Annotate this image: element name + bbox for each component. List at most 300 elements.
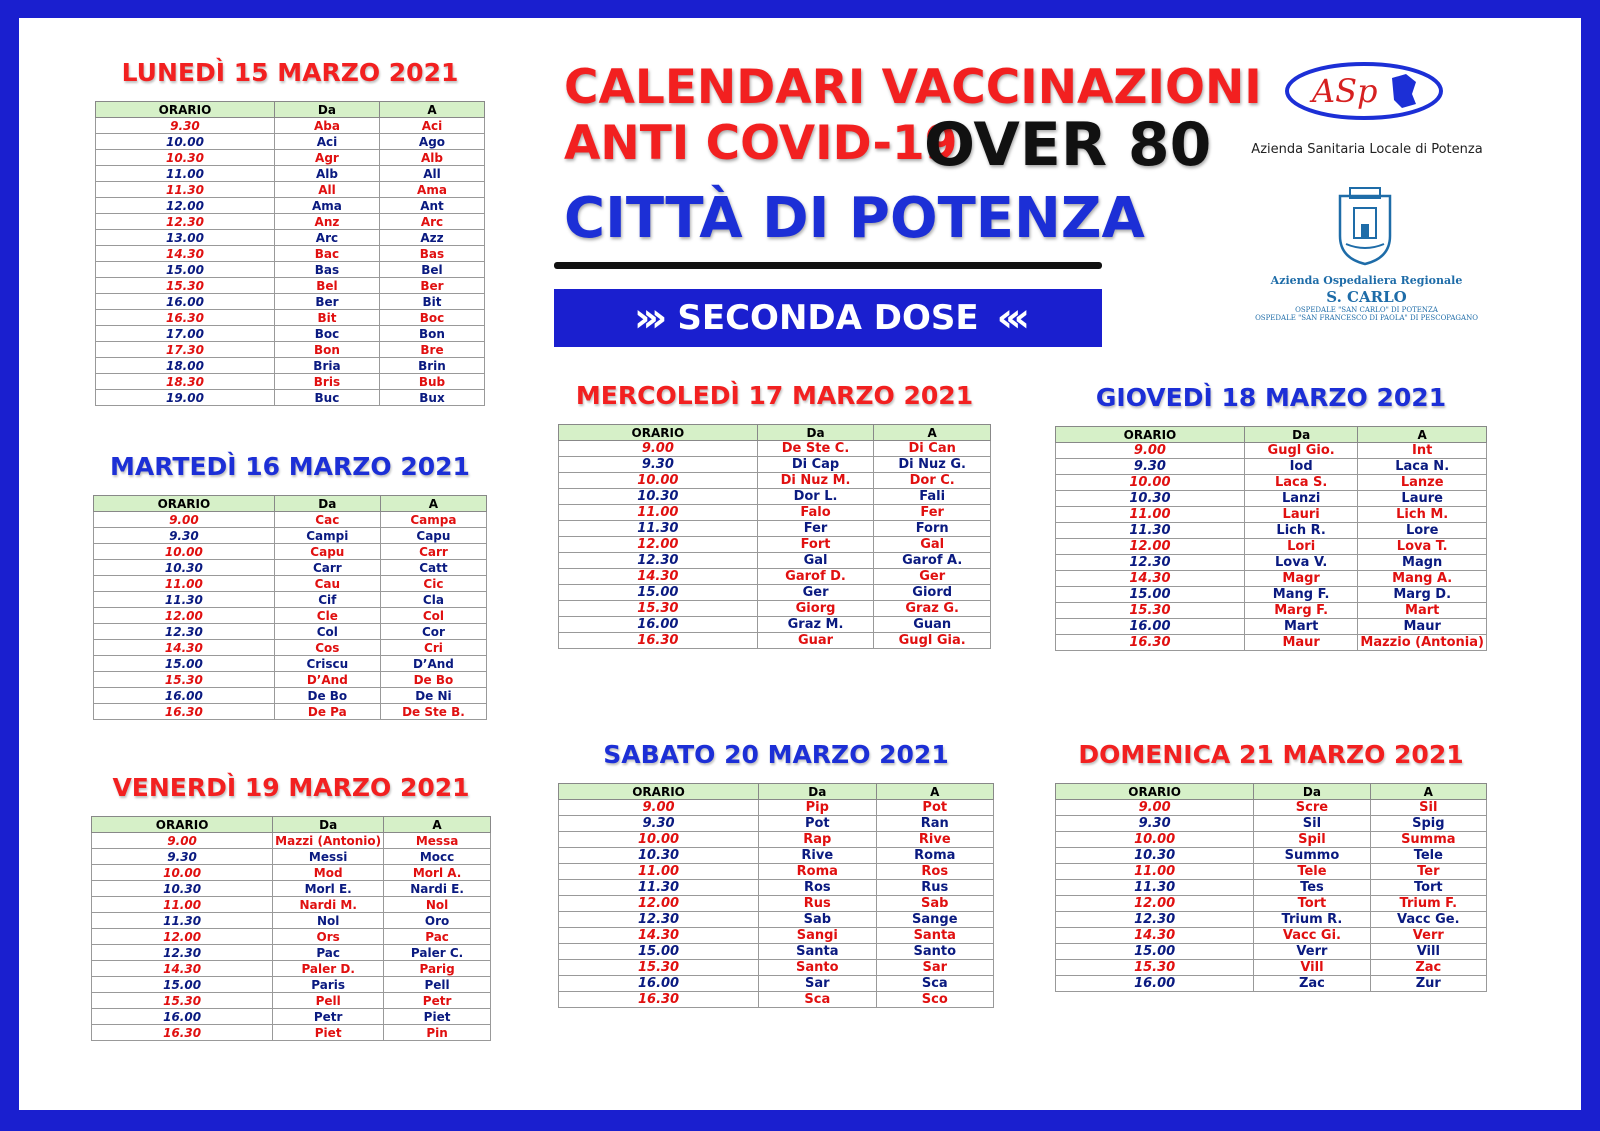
from-cell: De Bo: [274, 688, 380, 704]
to-cell: Sco: [876, 992, 993, 1008]
time-cell: 11.30: [559, 880, 759, 896]
table-row: [559, 441, 991, 457]
table-row: [94, 592, 487, 608]
to-cell: Cri: [380, 640, 486, 656]
time-cell: 12.30: [559, 912, 759, 928]
to-cell: Morl A.: [384, 865, 491, 881]
time-cell: 11.30: [559, 521, 758, 537]
from-cell: Vill: [1254, 960, 1370, 976]
time-cell: 10.00: [559, 473, 758, 489]
time-cell: 9.00: [92, 833, 273, 849]
table-row: [1056, 555, 1487, 571]
time-cell: 15.00: [559, 944, 759, 960]
to-cell: Azz: [379, 230, 484, 246]
time-cell: 11.30: [96, 182, 275, 198]
to-cell: Int: [1358, 443, 1487, 459]
time-cell: 9.30: [1056, 816, 1254, 832]
table-row: [559, 880, 994, 896]
time-cell: 11.00: [96, 166, 275, 182]
from-cell: Sab: [759, 912, 876, 928]
from-cell: Tes: [1254, 880, 1370, 896]
table-row: [1056, 587, 1487, 603]
table-row: [94, 576, 487, 592]
table-row: [1056, 459, 1487, 475]
day-block-lunedi: [95, 58, 485, 406]
time-cell: 16.30: [96, 310, 275, 326]
to-cell: Fali: [874, 489, 991, 505]
from-cell: Laca S.: [1244, 475, 1358, 491]
to-cell: Dor C.: [874, 473, 991, 489]
table-row: [92, 865, 491, 881]
column-header: ORARIO: [1056, 784, 1254, 800]
table-row: [559, 848, 994, 864]
from-cell: Bit: [274, 310, 379, 326]
column-header: A: [384, 817, 491, 833]
to-cell: Guan: [874, 617, 991, 633]
to-cell: All: [379, 166, 484, 182]
from-cell: Gal: [757, 553, 874, 569]
from-cell: Verr: [1254, 944, 1370, 960]
table-row: [559, 601, 991, 617]
from-cell: Garof D.: [757, 569, 874, 585]
from-cell: Sar: [759, 976, 876, 992]
from-cell: Ger: [757, 585, 874, 601]
table-row: [96, 342, 485, 358]
to-cell: Fer: [874, 505, 991, 521]
to-cell: Petr: [384, 993, 491, 1009]
time-cell: 16.30: [1056, 635, 1245, 651]
time-cell: 10.30: [94, 560, 275, 576]
to-cell: Rus: [876, 880, 993, 896]
table-row: [96, 230, 485, 246]
time-cell: 15.30: [92, 993, 273, 1009]
table-row: [559, 457, 991, 473]
column-header: Da: [757, 425, 874, 441]
column-header: A: [876, 784, 993, 800]
table-row: [94, 512, 487, 528]
column-header: Da: [273, 817, 384, 833]
to-cell: De Ni: [380, 688, 486, 704]
time-cell: 13.00: [96, 230, 275, 246]
column-header: Da: [1244, 427, 1358, 443]
table-row: [1056, 475, 1487, 491]
time-cell: 10.30: [1056, 848, 1254, 864]
to-cell: Spig: [1370, 816, 1486, 832]
table-row: [1056, 443, 1487, 459]
time-cell: 16.30: [94, 704, 275, 720]
to-cell: Tort: [1370, 880, 1486, 896]
day-block-venerdi: [91, 773, 491, 1041]
time-cell: 9.30: [94, 528, 275, 544]
to-cell: Di Nuz G.: [874, 457, 991, 473]
table-row: [92, 929, 491, 945]
from-cell: De Ste C.: [757, 441, 874, 457]
day-title: LUNEDÌ 15 MARZO 2021: [121, 58, 459, 87]
time-cell: 15.30: [559, 960, 759, 976]
time-cell: 12.30: [559, 553, 758, 569]
time-cell: 10.30: [1056, 491, 1245, 507]
time-cell: 15.00: [1056, 944, 1254, 960]
to-cell: Sil: [1370, 800, 1486, 816]
over80-title: OVER 80: [924, 110, 1212, 180]
table-row: [94, 672, 487, 688]
to-cell: Pell: [384, 977, 491, 993]
to-cell: Col: [380, 608, 486, 624]
table-row: [94, 656, 487, 672]
table-header-row: [1056, 784, 1487, 800]
to-cell: Mocc: [384, 849, 491, 865]
to-cell: Zac: [1370, 960, 1486, 976]
day-title: MERCOLEDÌ 17 MARZO 2021: [575, 381, 974, 410]
to-cell: Giord: [874, 585, 991, 601]
table-row: [92, 961, 491, 977]
table-header-row: [559, 425, 991, 441]
to-cell: Ama: [379, 182, 484, 198]
from-cell: Aci: [274, 134, 379, 150]
to-cell: Ago: [379, 134, 484, 150]
from-cell: Mang F.: [1244, 587, 1358, 603]
to-cell: Zur: [1370, 976, 1486, 992]
time-cell: 15.30: [559, 601, 758, 617]
table-row: [559, 912, 994, 928]
from-cell: Nol: [273, 913, 384, 929]
table-row: [559, 992, 994, 1008]
table-row: [96, 278, 485, 294]
from-cell: Bria: [274, 358, 379, 374]
time-cell: 14.30: [94, 640, 275, 656]
table-row: [96, 358, 485, 374]
to-cell: Lova T.: [1358, 539, 1487, 555]
time-cell: 16.30: [559, 992, 759, 1008]
table-row: [559, 864, 994, 880]
time-cell: 11.30: [1056, 880, 1254, 896]
to-cell: Graz G.: [874, 601, 991, 617]
day-title: SABATO 20 MARZO 2021: [603, 740, 949, 769]
table-row: [96, 214, 485, 230]
from-cell: Rap: [759, 832, 876, 848]
table-row: [559, 569, 991, 585]
table-row: [559, 960, 994, 976]
to-cell: Lich M.: [1358, 507, 1487, 523]
table-row: [96, 390, 485, 406]
from-cell: Lori: [1244, 539, 1358, 555]
table-row: [559, 976, 994, 992]
chevrons-right-icon: ›››: [633, 295, 660, 341]
to-cell: Di Can: [874, 441, 991, 457]
aor-name-line2: S. CARLO: [1326, 288, 1407, 306]
time-cell: 10.00: [92, 865, 273, 881]
to-cell: Bas: [379, 246, 484, 262]
table-row: [96, 182, 485, 198]
to-cell: Bon: [379, 326, 484, 342]
schedule-table: [1055, 426, 1487, 651]
to-cell: Paler C.: [384, 945, 491, 961]
table-row: [96, 118, 485, 134]
table-row: [92, 1009, 491, 1025]
table-header-row: [94, 496, 487, 512]
time-cell: 12.00: [1056, 896, 1254, 912]
time-cell: 14.30: [1056, 571, 1245, 587]
aor-crest-icon: [1334, 186, 1396, 266]
time-cell: 10.30: [92, 881, 273, 897]
table-row: [559, 928, 994, 944]
to-cell: Brin: [379, 358, 484, 374]
time-cell: 12.30: [92, 945, 273, 961]
time-cell: 16.00: [96, 294, 275, 310]
to-cell: Gugl Gia.: [874, 633, 991, 649]
to-cell: Mazzio (Antonia): [1358, 635, 1487, 651]
time-cell: 10.30: [96, 150, 275, 166]
time-cell: 9.30: [96, 118, 275, 134]
table-row: [559, 553, 991, 569]
asp-name: Azienda Sanitaria Locale di Potenza: [1251, 142, 1483, 157]
from-cell: Rus: [759, 896, 876, 912]
from-cell: Capu: [274, 544, 380, 560]
time-cell: 9.30: [1056, 459, 1245, 475]
day-title: DOMENICA 21 MARZO 2021: [1078, 740, 1464, 769]
schedule-table: [91, 816, 491, 1041]
time-cell: 15.00: [96, 262, 275, 278]
time-cell: 15.30: [1056, 603, 1245, 619]
table-row: [92, 993, 491, 1009]
from-cell: Giorg: [757, 601, 874, 617]
from-cell: Lova V.: [1244, 555, 1358, 571]
time-cell: 16.30: [559, 633, 758, 649]
from-cell: Ros: [759, 880, 876, 896]
schedule-table: [93, 495, 487, 720]
time-cell: 17.00: [96, 326, 275, 342]
from-cell: Marg F.: [1244, 603, 1358, 619]
time-cell: 11.00: [1056, 507, 1245, 523]
table-row: [94, 624, 487, 640]
time-cell: 15.30: [96, 278, 275, 294]
time-cell: 14.30: [96, 246, 275, 262]
from-cell: Petr: [273, 1009, 384, 1025]
day-block-giovedi: [1055, 383, 1487, 651]
to-cell: Summa: [1370, 832, 1486, 848]
table-row: [559, 633, 991, 649]
table-row: [559, 896, 994, 912]
table-row: [92, 977, 491, 993]
time-cell: 16.00: [92, 1009, 273, 1025]
from-cell: Mazzi (Antonio): [273, 833, 384, 849]
from-cell: Lauri: [1244, 507, 1358, 523]
table-row: [94, 528, 487, 544]
day-title: MARTEDÌ 16 MARZO 2021: [110, 452, 470, 481]
column-header: ORARIO: [94, 496, 275, 512]
main-title-line2: ANTI COVID-19: [564, 116, 958, 171]
from-cell: Vacc Gi.: [1254, 928, 1370, 944]
from-cell: Iod: [1244, 459, 1358, 475]
time-cell: 10.00: [1056, 832, 1254, 848]
day-block-martedi: [93, 452, 487, 720]
to-cell: Pac: [384, 929, 491, 945]
to-cell: Ran: [876, 816, 993, 832]
time-cell: 15.30: [1056, 960, 1254, 976]
from-cell: Carr: [274, 560, 380, 576]
to-cell: Tele: [1370, 848, 1486, 864]
from-cell: Criscu: [274, 656, 380, 672]
dose-banner: [554, 289, 1102, 347]
aor-name-line4: OSPEDALE "SAN FRANCESCO DI PAOLA" DI PESCOPAGANO: [1255, 314, 1478, 322]
table-row: [96, 262, 485, 278]
time-cell: 12.00: [559, 537, 758, 553]
from-cell: Fer: [757, 521, 874, 537]
time-cell: 11.00: [1056, 864, 1254, 880]
time-cell: 11.00: [559, 505, 758, 521]
table-row: [1056, 571, 1487, 587]
column-header: A: [1358, 427, 1487, 443]
from-cell: Summo: [1254, 848, 1370, 864]
table-row: [96, 166, 485, 182]
table-row: [92, 913, 491, 929]
time-cell: 11.30: [92, 913, 273, 929]
to-cell: Messa: [384, 833, 491, 849]
column-header: Da: [759, 784, 876, 800]
table-row: [559, 944, 994, 960]
from-cell: Piet: [273, 1025, 384, 1041]
column-header: ORARIO: [559, 784, 759, 800]
table-row: [96, 310, 485, 326]
table-row: [1056, 976, 1487, 992]
table-row: [1056, 491, 1487, 507]
time-cell: 10.30: [559, 489, 758, 505]
from-cell: Cif: [274, 592, 380, 608]
table-row: [1056, 816, 1487, 832]
day-block-sabato: [558, 740, 994, 1008]
table-row: [94, 544, 487, 560]
table-row: [1056, 832, 1487, 848]
time-cell: 10.00: [559, 832, 759, 848]
to-cell: Verr: [1370, 928, 1486, 944]
time-cell: 9.30: [559, 457, 758, 473]
to-cell: Sca: [876, 976, 993, 992]
to-cell: Vacc Ge.: [1370, 912, 1486, 928]
to-cell: Marg D.: [1358, 587, 1487, 603]
time-cell: 14.30: [559, 928, 759, 944]
time-cell: 10.30: [559, 848, 759, 864]
to-cell: Ter: [1370, 864, 1486, 880]
table-row: [1056, 880, 1487, 896]
to-cell: Ger: [874, 569, 991, 585]
from-cell: Arc: [274, 230, 379, 246]
from-cell: Paris: [273, 977, 384, 993]
column-header: Da: [1254, 784, 1370, 800]
table-row: [559, 816, 994, 832]
time-cell: 17.30: [96, 342, 275, 358]
time-cell: 11.30: [1056, 523, 1245, 539]
from-cell: Campi: [274, 528, 380, 544]
table-row: [1056, 619, 1487, 635]
to-cell: Pin: [384, 1025, 491, 1041]
to-cell: Lanze: [1358, 475, 1487, 491]
time-cell: 12.30: [94, 624, 275, 640]
time-cell: 9.30: [559, 816, 759, 832]
table-row: [559, 505, 991, 521]
column-header: ORARIO: [559, 425, 758, 441]
schedule-table: [95, 101, 485, 406]
time-cell: 11.00: [94, 576, 275, 592]
time-cell: 15.00: [94, 656, 275, 672]
chevrons-left-icon: ‹‹‹: [996, 295, 1023, 341]
to-cell: Pot: [876, 800, 993, 816]
to-cell: Sar: [876, 960, 993, 976]
to-cell: Oro: [384, 913, 491, 929]
time-cell: 9.00: [94, 512, 275, 528]
to-cell: Cor: [380, 624, 486, 640]
from-cell: Bas: [274, 262, 379, 278]
to-cell: Capu: [380, 528, 486, 544]
to-cell: Parig: [384, 961, 491, 977]
table-row: [92, 945, 491, 961]
from-cell: Scre: [1254, 800, 1370, 816]
to-cell: Nardi E.: [384, 881, 491, 897]
time-cell: 11.30: [94, 592, 275, 608]
from-cell: Bris: [274, 374, 379, 390]
time-cell: 14.30: [559, 569, 758, 585]
to-cell: Aci: [379, 118, 484, 134]
from-cell: All: [274, 182, 379, 198]
table-header-row: [1056, 427, 1487, 443]
table-row: [1056, 960, 1487, 976]
table-row: [92, 881, 491, 897]
table-row: [92, 1025, 491, 1041]
to-cell: De Ste B.: [380, 704, 486, 720]
time-cell: 15.30: [94, 672, 275, 688]
table-row: [94, 560, 487, 576]
time-cell: 11.00: [92, 897, 273, 913]
from-cell: Ama: [274, 198, 379, 214]
time-cell: 11.00: [559, 864, 759, 880]
time-cell: 9.00: [1056, 443, 1245, 459]
table-row: [96, 198, 485, 214]
to-cell: Bit: [379, 294, 484, 310]
from-cell: Lich R.: [1244, 523, 1358, 539]
to-cell: Cic: [380, 576, 486, 592]
table-row: [1056, 912, 1487, 928]
from-cell: Tele: [1254, 864, 1370, 880]
from-cell: Magr: [1244, 571, 1358, 587]
table-row: [1056, 944, 1487, 960]
to-cell: Laca N.: [1358, 459, 1487, 475]
time-cell: 14.30: [1056, 928, 1254, 944]
table-row: [96, 294, 485, 310]
table-row: [96, 134, 485, 150]
table-row: [559, 537, 991, 553]
to-cell: Ber: [379, 278, 484, 294]
to-cell: Mang A.: [1358, 571, 1487, 587]
to-cell: Santa: [876, 928, 993, 944]
table-row: [96, 246, 485, 262]
from-cell: Cle: [274, 608, 380, 624]
to-cell: Carr: [380, 544, 486, 560]
table-row: [559, 473, 991, 489]
time-cell: 15.00: [1056, 587, 1245, 603]
time-cell: 18.30: [96, 374, 275, 390]
time-cell: 12.00: [94, 608, 275, 624]
schedule-table: [558, 424, 991, 649]
table-row: [1056, 848, 1487, 864]
divider: [554, 262, 1102, 269]
from-cell: Aba: [274, 118, 379, 134]
asp-logo: [1284, 60, 1444, 122]
column-header: A: [379, 102, 484, 118]
to-cell: Lore: [1358, 523, 1487, 539]
to-cell: Bub: [379, 374, 484, 390]
from-cell: Sca: [759, 992, 876, 1008]
table-row: [1056, 523, 1487, 539]
aor-name-line3: OSPEDALE "SAN CARLO" DI POTENZA: [1295, 306, 1438, 314]
